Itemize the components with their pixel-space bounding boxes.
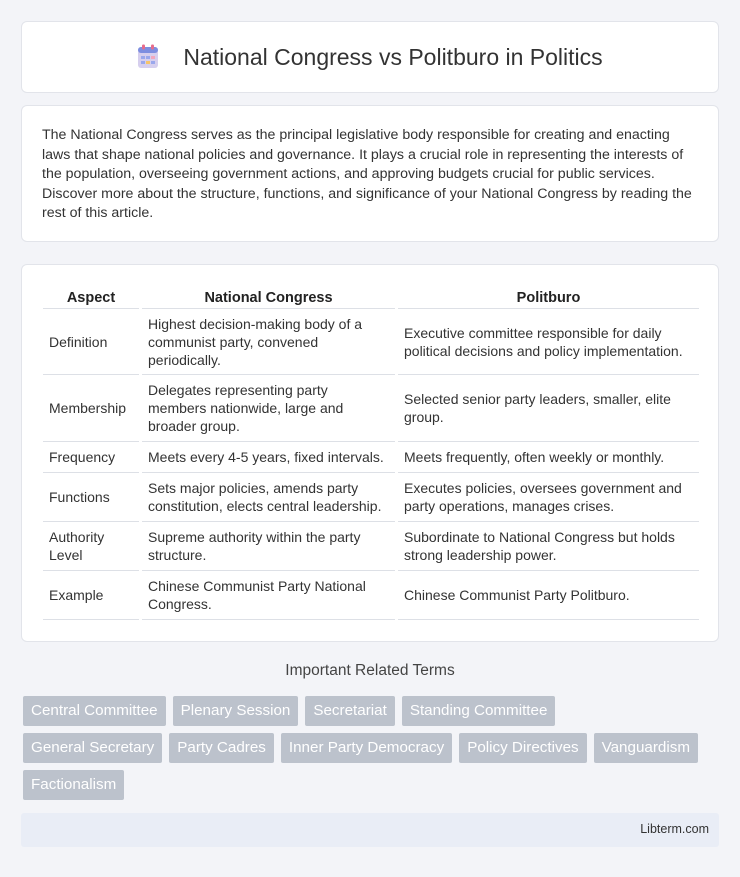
row-politburo: Chinese Communist Party Politburo. (398, 571, 699, 620)
comparison-card (21, 264, 719, 642)
table-row (43, 375, 699, 442)
row-politburo: Selected senior party leaders, smaller, elite group. (398, 375, 699, 442)
table-row (43, 442, 699, 473)
comparison-table (43, 285, 699, 620)
row-aspect: Functions (43, 473, 139, 522)
tag-policy-directives[interactable]: Policy Directives (459, 733, 586, 763)
intro-text: The National Congress serves as the principal legislative body responsible for creating and enacting laws that shape national policies and governance. It plays a crucial role in representing the interests of the population, overseeing government actions, and approving budgets crucial for public services. Discover more about the structure, functions, and significance of your National Congress by reading the rest of this article. (42, 127, 692, 222)
table-row (43, 473, 699, 522)
tag-inner-party-democracy[interactable]: Inner Party Democracy (281, 733, 452, 763)
row-congress: Supreme authority within the party structure. (142, 522, 395, 571)
tag-standing-committee[interactable]: Standing Committee (402, 696, 556, 726)
related-terms-title: Important Related Terms (285, 662, 455, 679)
intro-card (21, 105, 719, 242)
row-congress: Meets every 4-5 years, fixed intervals. (142, 442, 395, 473)
tag-row (23, 696, 723, 726)
row-politburo: Meets frequently, often weekly or monthly. (398, 442, 699, 473)
footer (21, 813, 719, 847)
tag-party-cadres[interactable]: Party Cadres (169, 733, 274, 763)
row-aspect: Example (43, 571, 139, 620)
row-politburo: Executes policies, oversees government and party operations, manages crises. (398, 473, 699, 522)
row-aspect: Membership (43, 375, 139, 442)
tag-factionalism[interactable]: Factionalism (23, 770, 124, 800)
table-row (43, 571, 699, 620)
column-header-aspect: Aspect (43, 285, 139, 309)
tag-plenary-session[interactable]: Plenary Session (173, 696, 299, 726)
row-congress: Highest decision-making body of a communist party, convened periodically. (142, 309, 395, 375)
table-row (43, 309, 699, 375)
tag-secretariat[interactable]: Secretariat (305, 696, 394, 726)
row-aspect: Authority Level (43, 522, 139, 571)
tag-row (23, 733, 723, 763)
row-aspect: Definition (43, 309, 139, 375)
footer-brand[interactable]: Libterm.com (640, 822, 709, 836)
row-politburo: Subordinate to National Congress but holds strong leadership power. (398, 522, 699, 571)
row-congress: Chinese Communist Party National Congress. (142, 571, 395, 620)
column-header-politburo: Politburo (398, 285, 699, 309)
tag-row (23, 770, 723, 800)
table-header-row (43, 285, 699, 309)
page-title: National Congress vs Politburo in Politics (183, 43, 603, 70)
calendar-icon (137, 44, 159, 70)
row-congress: Sets major policies, amends party constitution, elects central leadership. (142, 473, 395, 522)
header-card (21, 21, 719, 93)
row-aspect: Frequency (43, 442, 139, 473)
row-politburo: Executive committee responsible for daily political decisions and policy implementation. (398, 309, 699, 375)
tag-general-secretary[interactable]: General Secretary (23, 733, 162, 763)
table-row (43, 522, 699, 571)
related-terms (23, 696, 723, 807)
column-header-congress: National Congress (142, 285, 395, 309)
row-congress: Delegates representing party members nationwide, large and broader group. (142, 375, 395, 442)
tag-central-committee[interactable]: Central Committee (23, 696, 166, 726)
tag-vanguardism[interactable]: Vanguardism (594, 733, 698, 763)
